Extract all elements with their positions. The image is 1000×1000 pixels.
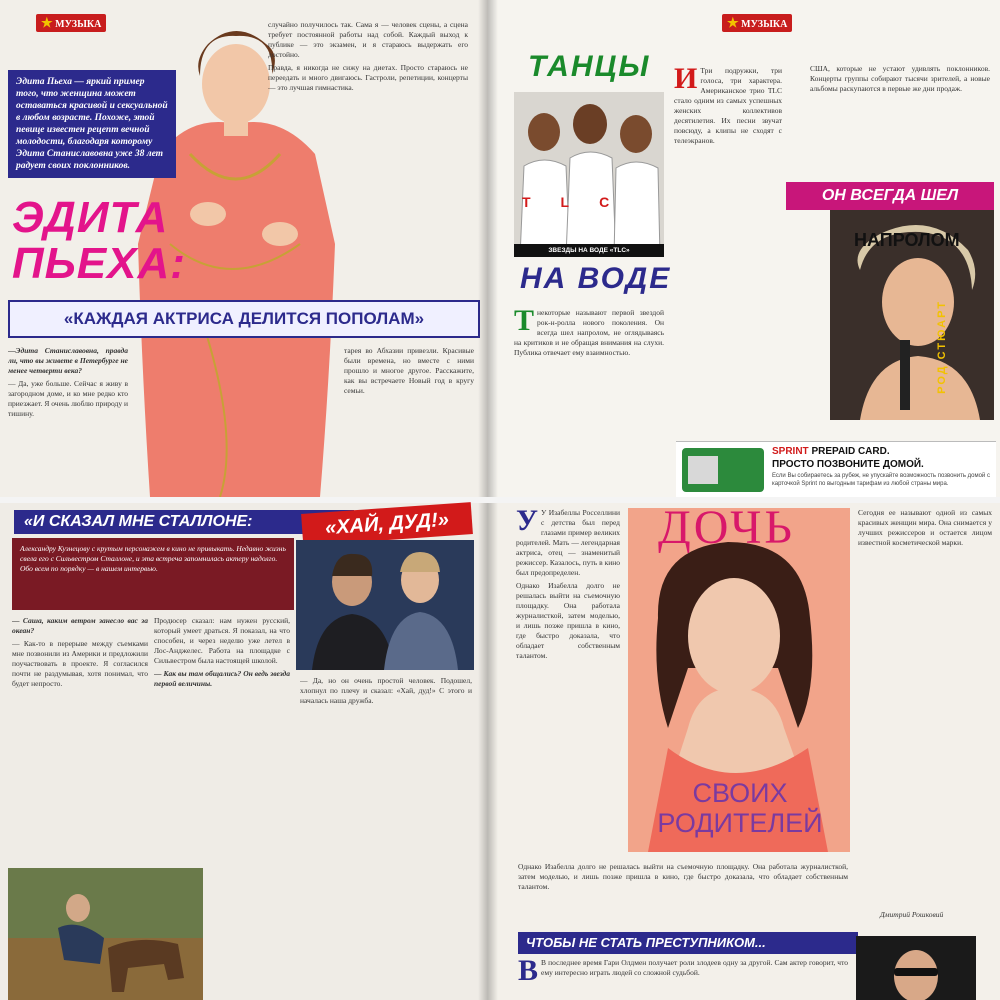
crime-column [518, 958, 848, 998]
column-paragraph: некоторые называют первой звездой рок-н-ролла нового поколения. Он всегда шел напролом, не оглядываясь на критиков и не обращая внимания на слухи. Публика отвечает ему взаимностью. [514, 308, 664, 357]
horse-rider-photo [8, 868, 203, 1000]
article-column-2 [268, 20, 468, 295]
stallone-quote-title: «ХАЙ, ДУД!» [301, 502, 473, 546]
stallone-column-3 [300, 676, 472, 998]
phone-card-icon [680, 446, 766, 494]
star-icon: ★ [41, 15, 53, 30]
column-paragraph: Однако Изабелла долго не решалась выйти на съемочную площадку. Она работала журналисткой, затем моделью, и лишь позже пришла в кино, где быстро доказала, что обладает собственным талантом. [518, 862, 848, 891]
tlc-column-2 [514, 308, 664, 496]
daughter-column-2 [858, 508, 992, 906]
ad-title [772, 446, 890, 457]
column-paragraph: Три подружки, три голоса, три характера. Американское трио TLC стало одним из самых успешных женских коллективов десятилетия. Их песни звучат повсюду, а клипы не сходят с телеэкранов. [674, 66, 782, 145]
stallone-intro: Александру Кузнецову с крутым персонажем в кино не привыкать. Недавно жизнь свела его с Сильвестром Сталлоне, и эта встреча запомнилась актеру надолго. Обо всем по порядку — в нашем интервью. [12, 538, 294, 610]
headline-line-1: ЭДИТА [12, 193, 169, 242]
column-paragraph: Однако Изабелла долго не решалась выйти на съемочную площадку. Она работала журналисткой, затем моделью, и лишь позже пришла в кино, где быстро доказала, что обладает собственным талантом. [516, 581, 620, 660]
tlc-title-bottom: НА ВОДЕ [520, 262, 672, 295]
tlc-photo-caption: ЗВЕЗДЫ НА ВОДЕ «TLC» [514, 244, 664, 257]
dropcap: Т [514, 308, 535, 337]
tlc-column-1 [674, 66, 782, 436]
rod-stewart-title: ОН ВСЕГДА ШЕЛ [786, 182, 994, 210]
rod-column [810, 64, 990, 176]
dropcap: В [518, 958, 539, 987]
music-logo [722, 14, 792, 32]
article-column-3 [344, 346, 474, 496]
ad-brand: SPRINT [772, 446, 809, 457]
music-logo [36, 14, 106, 32]
ad-title-rest: PREPAID CARD. [811, 446, 890, 457]
subtitle-line-1: СВОИХ [692, 778, 788, 808]
column-paragraph: Продюсер сказал: нам нужен русский, который умеет драться. Я показал, на что способен, и через неделю уже летел в Лос-Анджелес. Работа на площадке с Сильвестром была настоящей школой. [154, 616, 290, 665]
stallone-column-1 [12, 616, 148, 866]
column-paragraph: — Да, но он очень простой человек. Подошел, хлопнул по плечу и сказал: «Хай, дуд!» С этого и началась наша дружба. [300, 676, 472, 705]
article-column-1 [8, 346, 128, 496]
logo-text: МУЗЫКА [741, 19, 788, 30]
ad-tagline: ПРОСТО ПОЗВОНИТЕ ДОМОЙ. [772, 459, 924, 470]
logo-text: МУЗЫКА [55, 19, 102, 30]
column-paragraph: В последнее время Гари Олдмен получает роли злодеев одну за другой. Сам актер говорит, что ему интересно играть людей со сложной судьбой. [541, 958, 848, 977]
book-gutter [478, 503, 498, 1000]
interview-question: —Эдита Станиславовна, правда ли, что вы живете в Петербурге не менее четверти века? [8, 346, 128, 375]
oldman-photo [856, 936, 976, 1000]
column-paragraph: У Изабеллы Росселлини с детства был перед глазами пример великих родителей. Мать — легендарная актриса, отец — знаменитый режиссер. Казалось, путь в кино был предопределен. [516, 508, 620, 577]
daughter-column-3 [518, 862, 848, 926]
ad-fine-print: Если Вы собираетесь за рубеж, не упускайте возможность позвонить домой с карточкой Sprint по выгодным тарифам из любой страны мира. [772, 473, 990, 487]
page-edita-piekha [0, 0, 488, 497]
tlc-logo: TLC [522, 194, 640, 210]
interview-question: — Как вы там общались? Он ведь звезда первой величины. [154, 669, 290, 688]
stallone-photo [296, 540, 474, 670]
tlc-title-top: ТАНЦЫ [528, 50, 651, 83]
spread-top [0, 0, 1000, 497]
rod-title-continued: НАПРОЛОМ [854, 230, 960, 250]
daughter-subtitle [640, 778, 840, 838]
article-headline [12, 195, 252, 287]
crime-headline: ЧТОБЫ НЕ СТАТЬ ПРЕСТУПНИКОМ... [518, 932, 858, 954]
headline-line-2: ПЬЕХА: [12, 239, 186, 288]
interview-question: — Саша, каким ветром занесло вас за океан? [12, 616, 148, 635]
sprint-ad [676, 441, 996, 497]
subtitle-line-2: РОДИТЕЛЕЙ [657, 808, 823, 838]
column-paragraph: случайно получилось так. Сама я — человек сцены, а сцена требует постоянной работы над собой. Каждый выход к публике — это экзамен, и я стараюсь выдержать его достойно. [268, 20, 468, 59]
column-paragraph: — Да, уже больше. Сейчас я живу в загородном доме, и ко мне редко кто приезжает. Я очень люблю природу и тишину. [8, 379, 128, 418]
dropcap: И [674, 66, 698, 95]
star-icon: ★ [727, 15, 739, 30]
dropcap: У [516, 508, 539, 537]
book-gutter [478, 0, 498, 497]
article-subheadline: «КАЖДАЯ АКТРИСА ДЕЛИТСЯ ПОПОЛАМ» [8, 300, 480, 338]
stallone-headline: «И СКАЗАЛ МНЕ СТАЛЛОНЕ: [14, 510, 354, 534]
column-paragraph: США, которые не устают удивлять поклонников. Концерты группы собирают тысячи зрителей, а новые альбомы раскупаются в первые же дни продаж. [810, 64, 990, 93]
column-paragraph: тарея во Абхазии привезли. Красивые были времена, но вместе с ними прошло и многое другое. Расскажите, как вы встречаете Новый год в кругу семьи. [344, 346, 474, 395]
column-paragraph: Правда, я никогда не сижу на диетах. Просто стараюсь не переедать и много двигаюсь. Гастроли, репетиции, концерты — это лучшая гимнастика. [268, 63, 468, 92]
stallone-column-2 [154, 616, 290, 866]
daughter-title: ДОЧЬ [658, 501, 795, 554]
column-paragraph: Сегодня ее называют одной из самых красивых женщин мира. Она снимается у лучших режиссеров и остается лицом известной косметической марки. [858, 508, 992, 547]
article-intro: Эдита Пьеха — яркий пример того, что женщина может оставаться красивой и сексуальной в любом возрасте. Похоже, этой певице известен рецепт вечной молодости, благодаря которому Эдита Станиславовна уже 38 лет радует своих поклонников. [8, 70, 176, 178]
column-paragraph: — Как-то в перерыве между съемками мне позвонили из Америки и предложили поучаствовать в проекте. Я согласился почти не раздумывая, хотя понимал, что будет непросто. [12, 639, 148, 688]
rod-vertical-label: РОД СТЮАРТ [936, 300, 948, 394]
author-signature: Дмитрий Рошковий [880, 910, 944, 919]
tlc-photo [514, 92, 664, 257]
